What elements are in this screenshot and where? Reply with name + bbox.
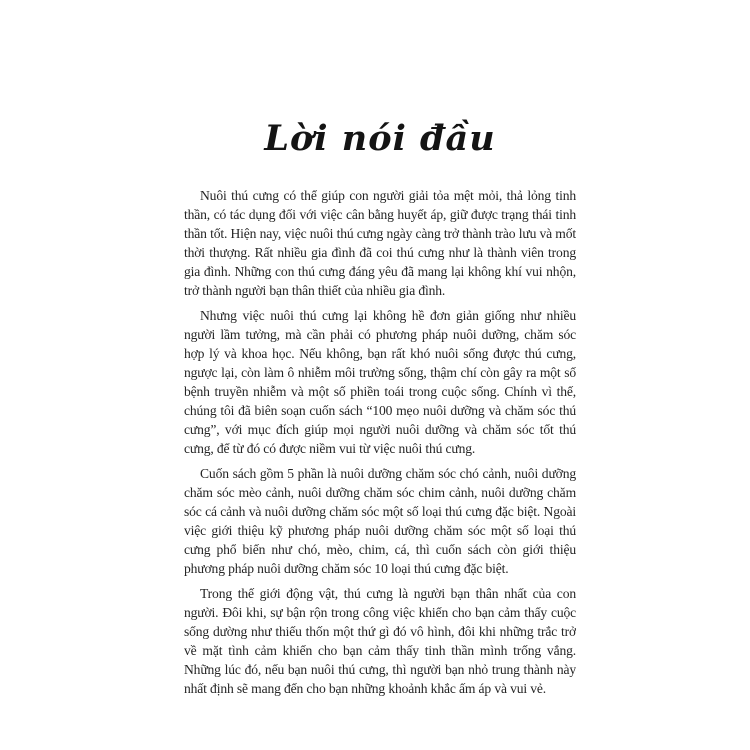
paragraph-1: Nuôi thú cưng có thể giúp con người giải tỏa mệt mỏi, thả lỏng tinh thần, có tác dụng đối với việc cân bằng huyết áp, giữ được trạng thái tinh thần tốt. Hiện nay, việc nuôi thú cưng ngày càng trở thành trào lưu và mốt thời thượng. Rất nhiều gia đình đã coi thú cưng như là thành viên trong gia đình. Những con thú cưng đáng yêu đã mang lại không khí vui nhộn, trở thành người bạn thân thiết của nhiều gia đình. — [184, 188, 576, 298]
paragraph-3: Cuốn sách gồm 5 phần là nuôi dưỡng chăm sóc chó cảnh, nuôi dưỡng chăm sóc mèo cảnh, nuôi dưỡng chăm sóc chim cảnh, nuôi dưỡng chăm sóc cá cảnh và nuôi dưỡng chăm sóc một số loại thú cưng đặc biệt. Ngoài việc giới thiệu kỹ phương pháp nuôi dưỡng chăm sóc một số loại thú cưng phổ biến như chó, mèo, chim, cá, thì cuốn sách còn giới thiệu phương pháp nuôi dưỡng chăm sóc 10 loại thú cưng đặc biệt. — [184, 466, 576, 576]
page-title: Lời nói đầu — [264, 118, 496, 159]
page-content — [184, 118, 576, 698]
paragraph-2: Nhưng việc nuôi thú cưng lại không hề đơn giản giống như nhiều người lầm tưởng, mà cần phải có phương pháp nuôi dưỡng, chăm sóc hợp lý và khoa học. Nếu không, bạn rất khó nuôi sống được thú cưng, ngược lại, còn làm ô nhiễm môi trường sống, thậm chí còn gây ra một số bệnh truyền nhiễm và một số phiền toái trong cuộc sống. Chính vì thế, chúng tôi đã biên soạn cuốn sách “100 mẹo nuôi dưỡng và chăm sóc thú cưng”, với mục đích giúp mọi người nuôi dưỡng và chăm sóc tốt thú cưng, để từ đó có được niềm vui từ việc nuôi thú cưng. — [184, 308, 576, 456]
paragraph-4: Trong thế giới động vật, thú cưng là người bạn thân nhất của con người. Đôi khi, sự bận rộn trong công việc khiến cho bạn cảm thấy cuộc sống dường như thiếu thốn một thứ gì đó vô hình, đôi khi những trắc trở về mặt tình cảm khiến cho bạn cảm thấy tinh thần mình trống vắng. Những lúc đó, nếu bạn nuôi thú cưng, thì người bạn nhỏ trung thành này nhất định sẽ mang đến cho bạn những khoảnh khắc ấm áp và vui vẻ. — [184, 586, 576, 696]
